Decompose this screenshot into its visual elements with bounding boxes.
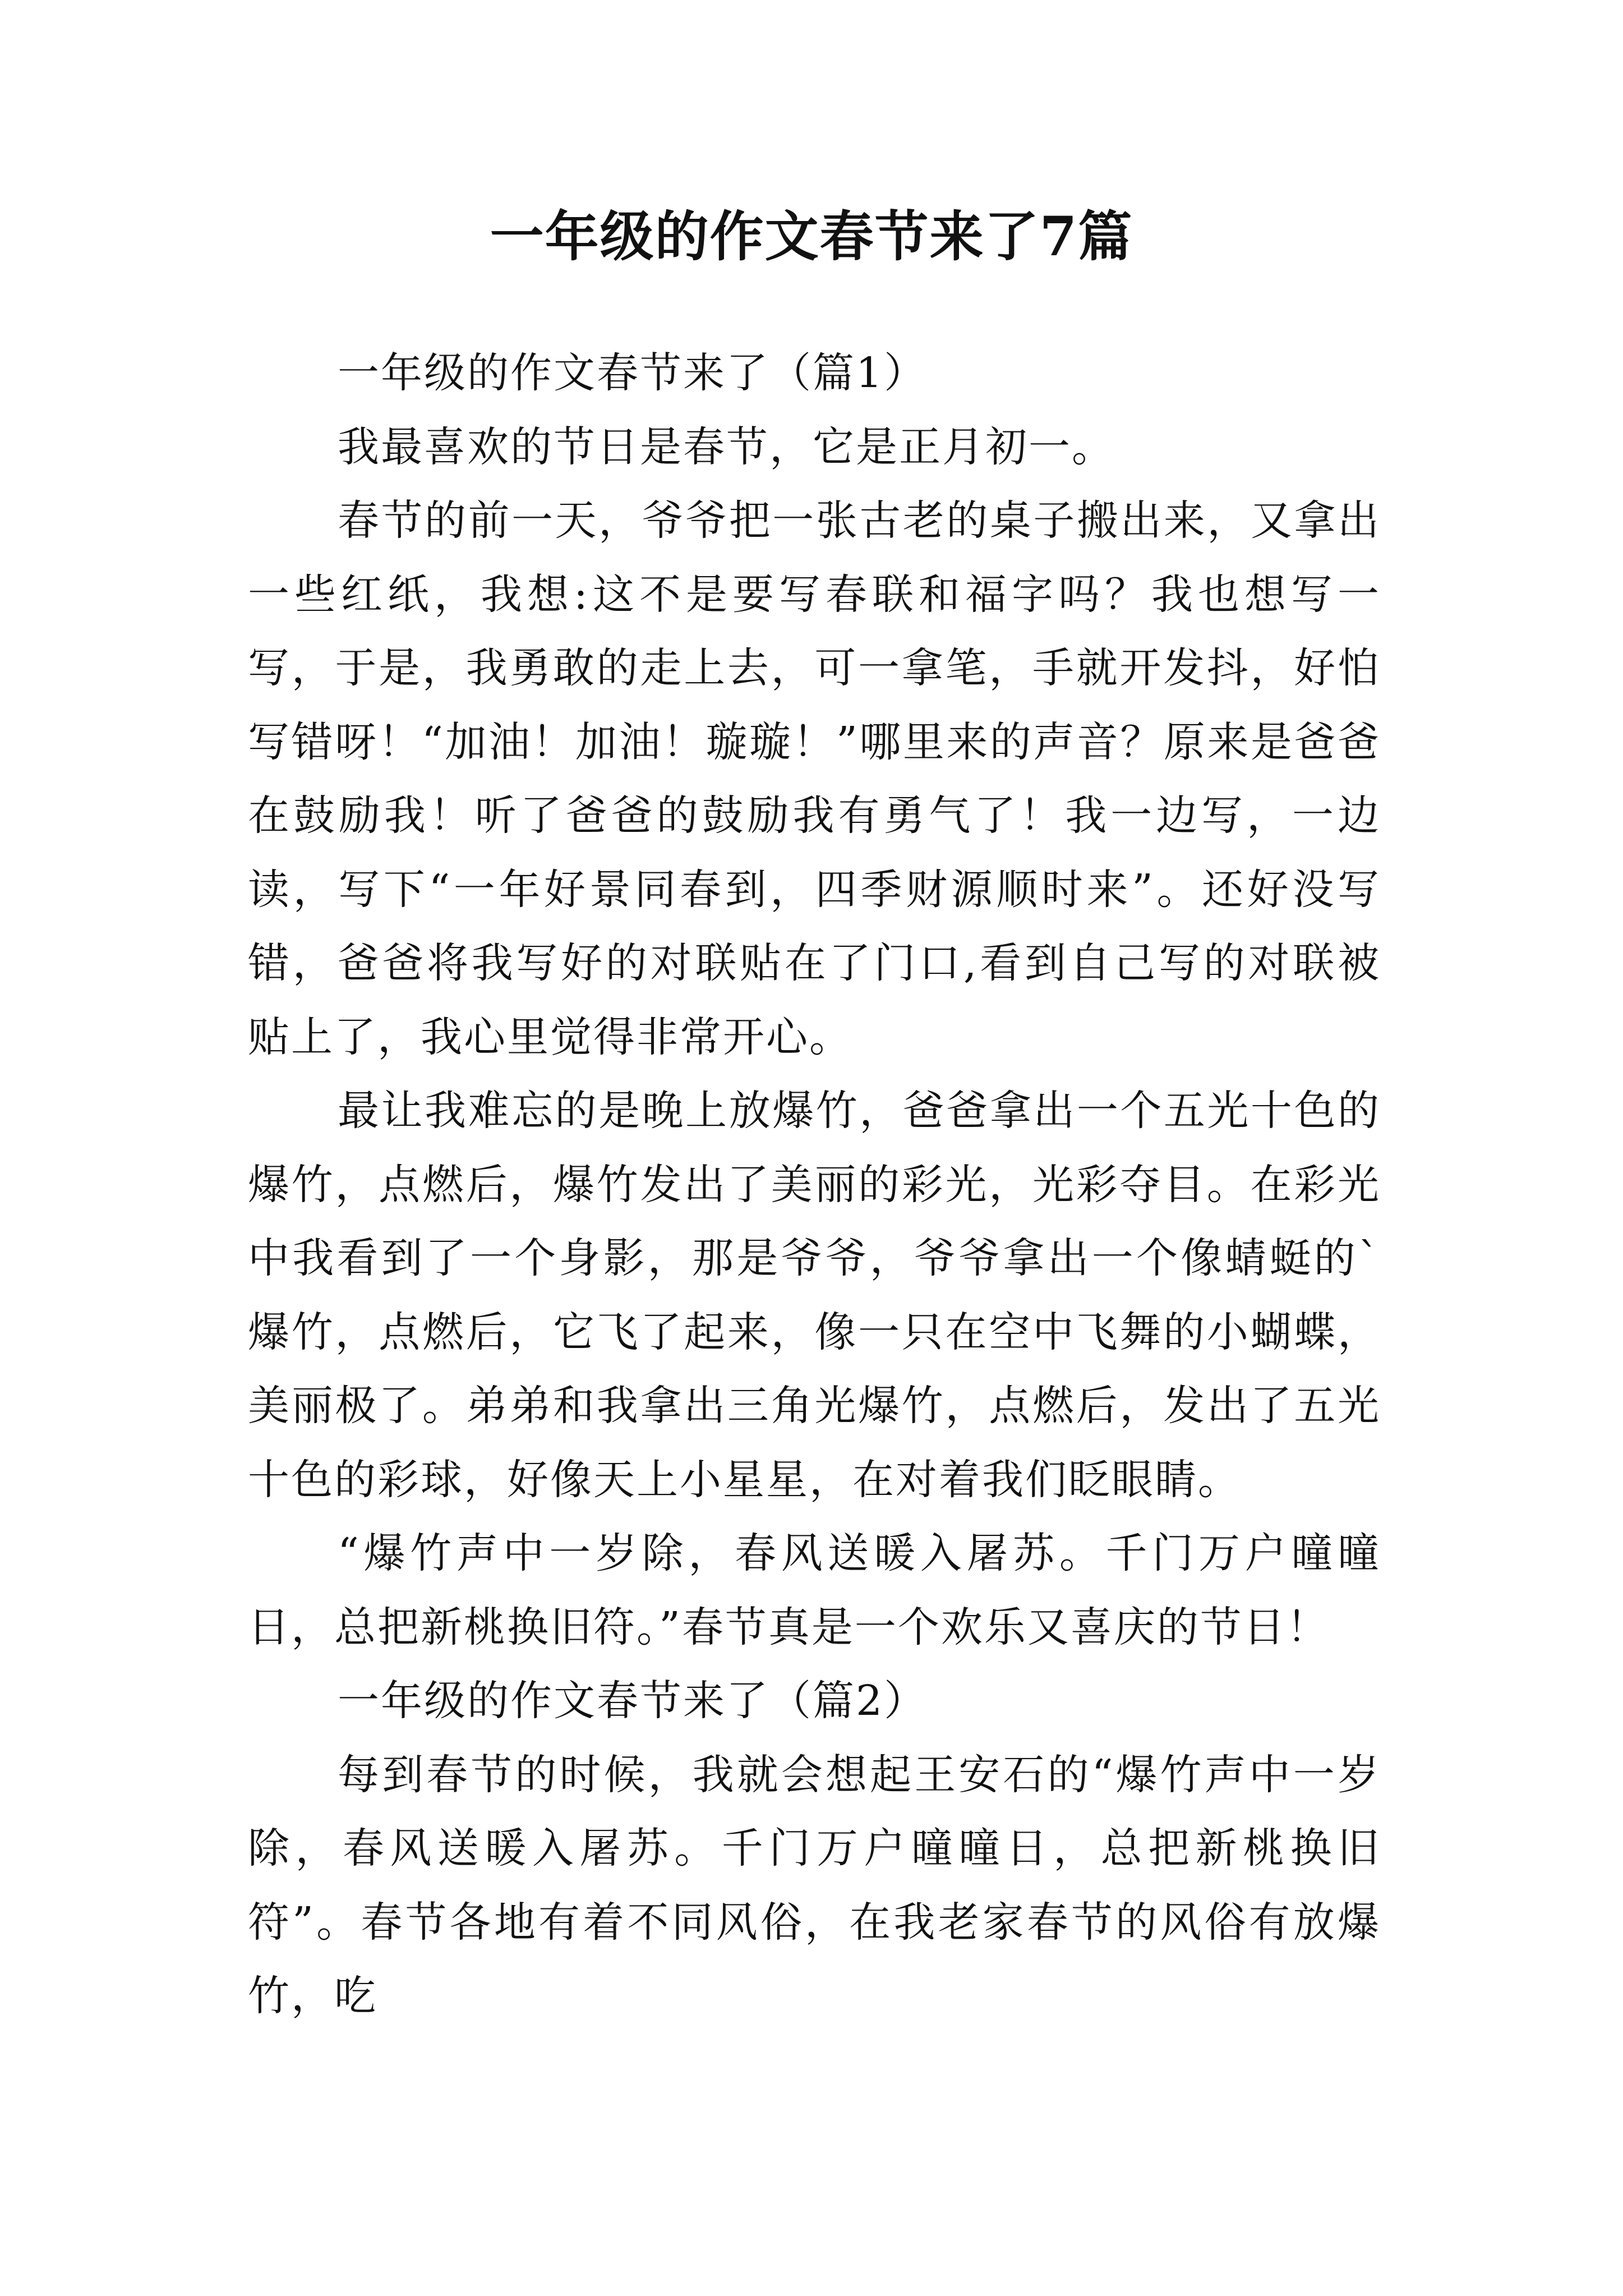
paragraph: 春节的前一天，爷爷把一张古老的桌子搬出来，又拿出一些红纸，我想:这不是要写春联和福字吗？我也想写一写，于是，我勇敢的走上去，可一拿笔，手就开发抖，好怕写错呀！“加油！加油！璇璇！”哪里来的声音？原来是爸爸在鼓励我！听了爸爸的鼓励我有勇气了！我一边写，一边读，写下“一年好景同春到，四季财源顺时来”。还好没写错，爸爸将我写好的对联贴在了门口,看到自己写的对联被贴上了，我心里觉得非常开心。 bbox=[248, 496, 1381, 1061]
paragraph: 我最喜欢的节日是春节，它是正月初一。 bbox=[338, 422, 1115, 471]
paragraph: 每到春节的时候，我就会想起王安石的“爆竹声中一岁除，春风送暖入屠苏。千门万户曈曈日，总把新桃换旧符”。春节各地有着不同风俗，在我老家春节的风俗有放爆竹，吃 bbox=[248, 1750, 1381, 2020]
document-body bbox=[248, 337, 1381, 2033]
section-heading-1: 一年级的作文春节来了（篇1） bbox=[338, 349, 928, 397]
section-heading-2: 一年级的作文春节来了（篇2） bbox=[338, 1677, 928, 1725]
paragraph: “爆竹声中一岁除，春风送暖入屠苏。千门万户曈曈日，总把新桃换旧符。”春节真是一个欢乐又喜庆的节日！ bbox=[248, 1529, 1381, 1651]
document-title: 一年级的作文春节来了7篇 bbox=[490, 205, 1133, 268]
paragraph: 最让我难忘的是晚上放爆竹，爸爸拿出一个五光十色的爆竹，点燃后，爆竹发出了美丽的彩光，光彩夺目。在彩光中我看到了一个身影，那是爷爷，爷爷拿出一个像蜻蜓的`爆竹，点燃后，它飞了起来，像一只在空中飞舞的小蝴蝶，美丽极了。弟弟和我拿出三角光爆竹，点燃后，发出了五光十色的彩球，好像天上小星星，在对着我们眨眼睛。 bbox=[248, 1087, 1381, 1504]
